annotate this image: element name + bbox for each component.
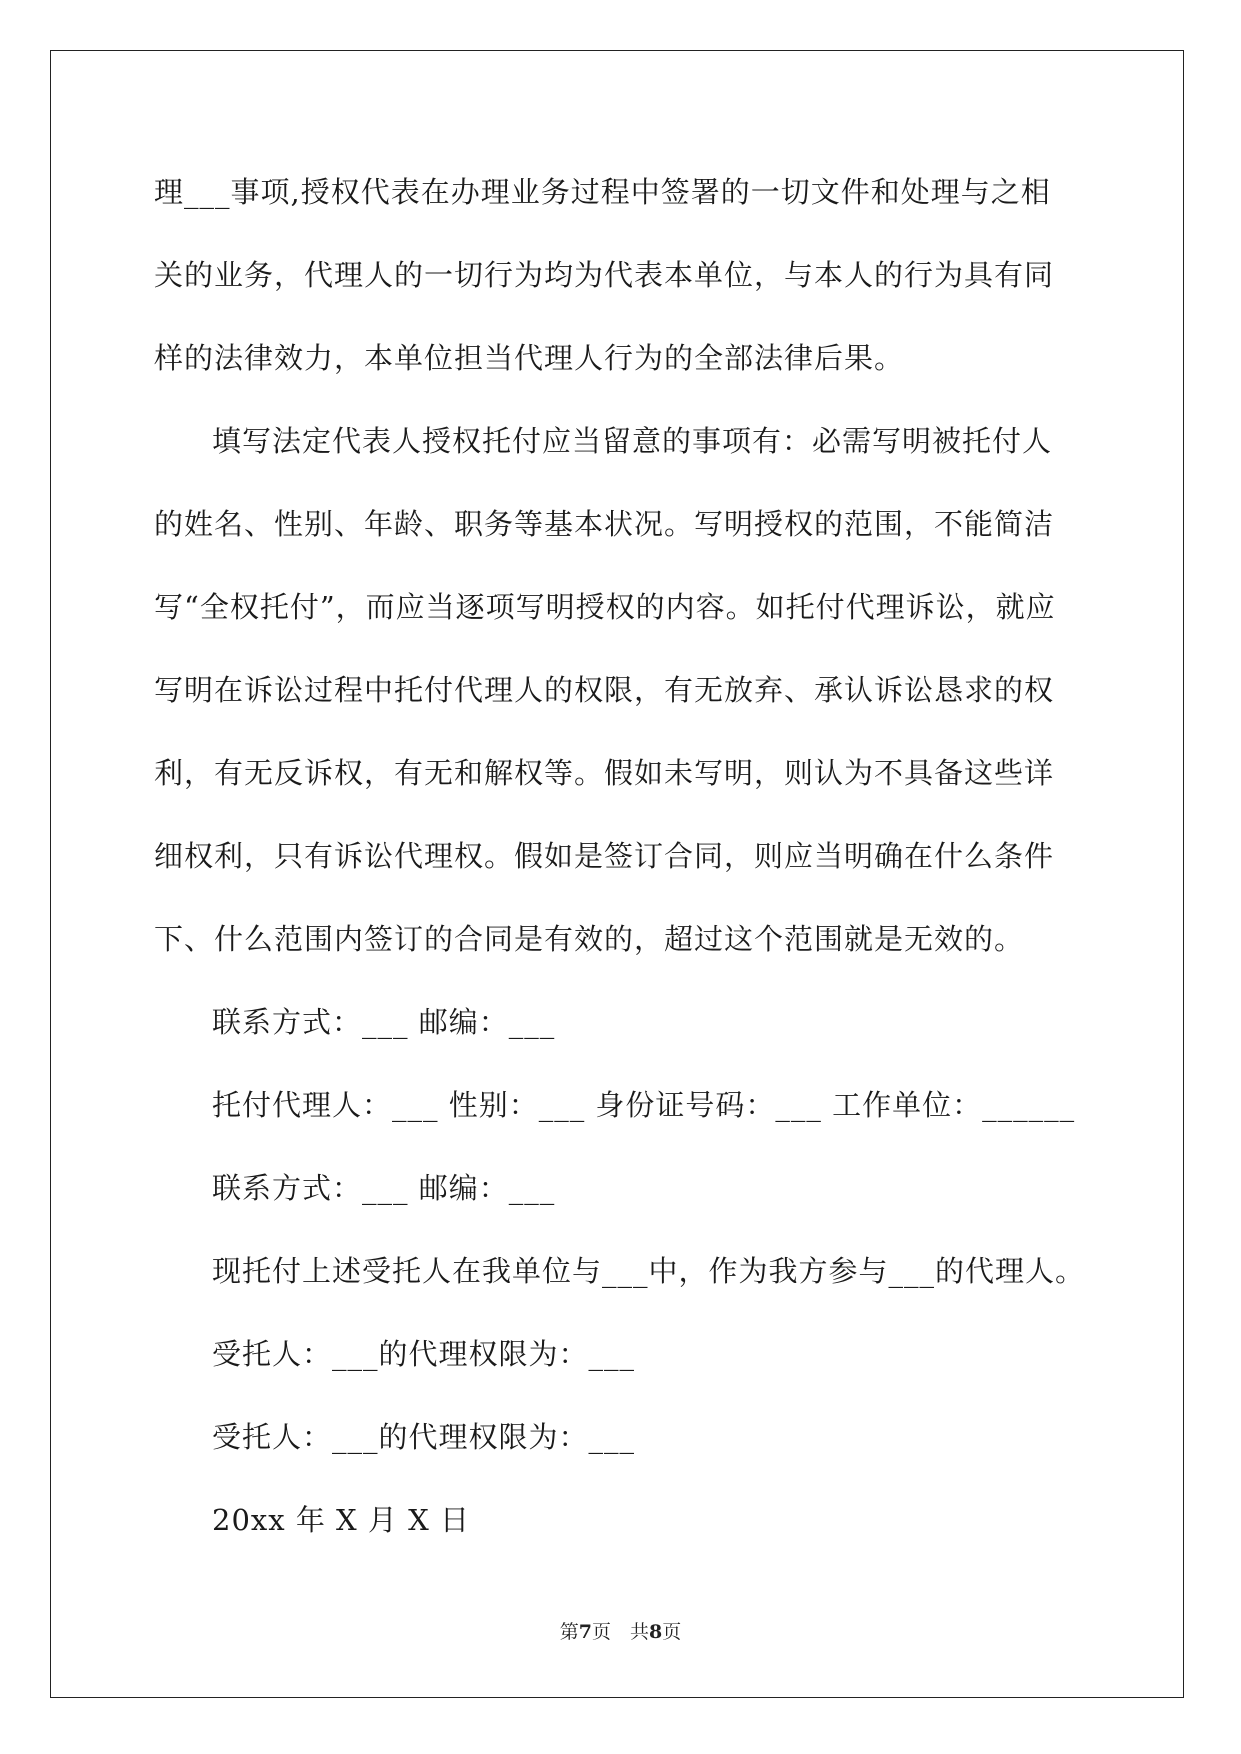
total-page-count: 8 [649, 1621, 663, 1643]
body-line: 关的业务，代理人的一切行为均为代表本单位，与本人的行为具有同 [154, 258, 1055, 292]
paragraph-start-line: 填写法定代表人授权托付应当留意的事项有：必需写明被托付人 [212, 424, 1053, 458]
contact-line: 联系方式：___ 邮编：___ [212, 1171, 556, 1205]
body-line: 写“全权托付”，而应当逐项写明授权的内容。如托付代理诉讼，就应 [154, 590, 1056, 624]
body-line: 的姓名、性别、年龄、职务等基本状况。写明授权的范围，不能简洁 [154, 507, 1055, 541]
date-line: 20xx 年 X 月 X 日 [212, 1503, 470, 1537]
page-footer [0, 1617, 1241, 1644]
body-line: 细权利，只有诉讼代理权。假如是签订合同，则应当明确在什么条件 [154, 839, 1055, 873]
footer-prefix: 第 [559, 1621, 579, 1643]
body-line: 下、什么范围内签订的合同是有效的，超过这个范围就是无效的。 [154, 922, 1025, 956]
current-page-number: 7 [578, 1621, 592, 1643]
contact-line: 联系方式：___ 邮编：___ [212, 1005, 556, 1039]
body-line: 理___事项,授权代表在办理业务过程中签署的一切文件和处理与之相 [154, 175, 1051, 209]
body-line: 写明在诉讼过程中托付代理人的权限，有无放弃、承认诉讼恳求的权 [154, 673, 1055, 707]
footer-suffix: 页 [662, 1621, 682, 1643]
authority-line: 受托人：___的代理权限为：___ [212, 1420, 636, 1454]
document-body [154, 162, 1094, 1573]
footer-mid: 页 共 [591, 1621, 649, 1643]
authority-line: 受托人：___的代理权限为：___ [212, 1337, 636, 1371]
body-line: 利，有无反诉权，有无和解权等。假如未写明，则认为不具备这些详 [154, 756, 1055, 790]
agent-info-line: 托付代理人：___ 性别：___ 身份证号码：___ 工作单位：______ [212, 1088, 1076, 1122]
body-line: 样的法律效力，本单位担当代理人行为的全部法律后果。 [154, 341, 905, 375]
entrust-line: 现托付上述受托人在我单位与___中，作为我方参与___的代理人。 [212, 1254, 1086, 1288]
